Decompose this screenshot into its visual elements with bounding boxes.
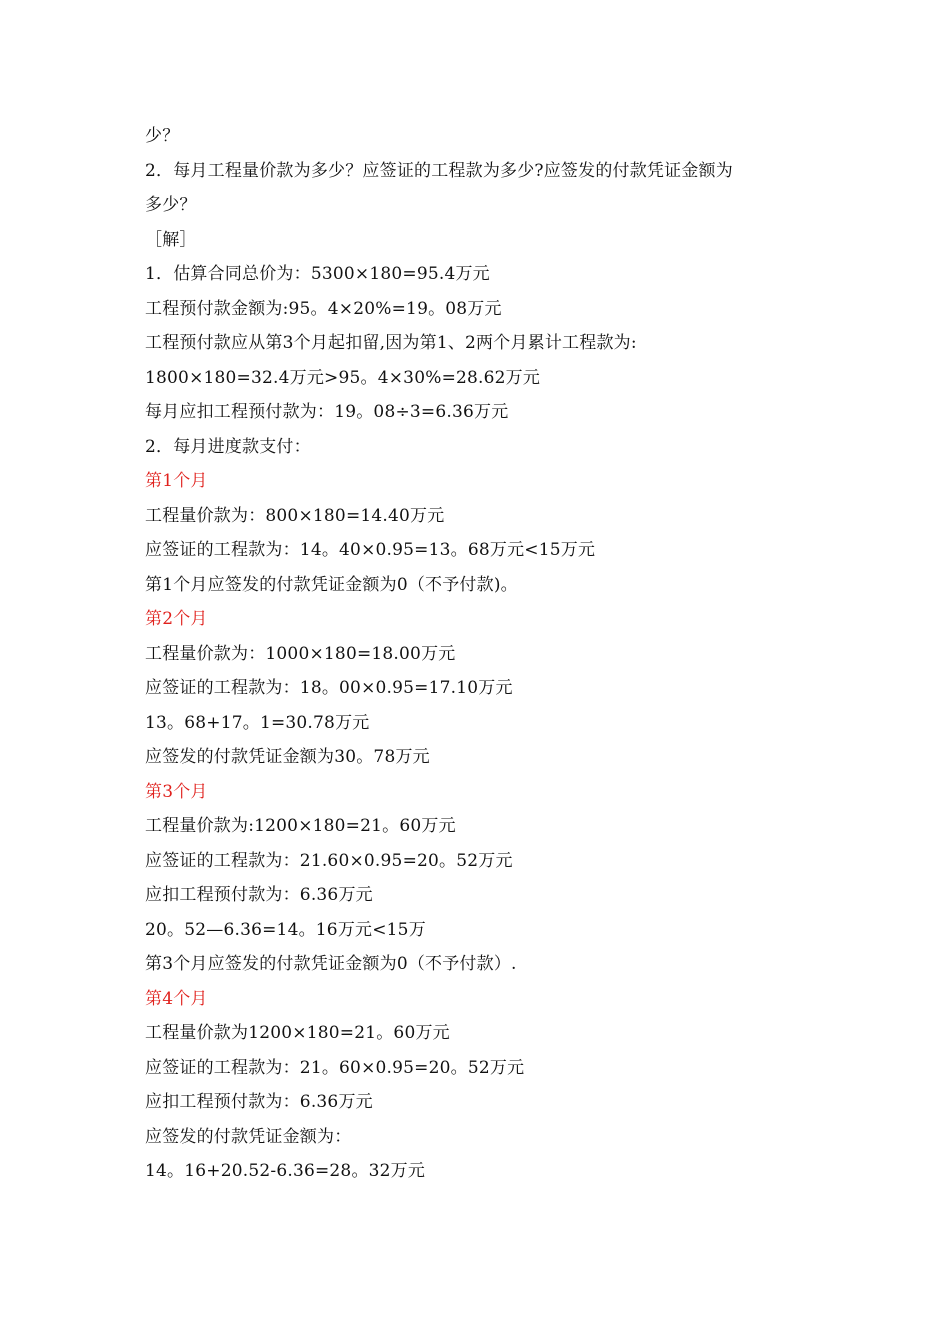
month-2-heading: 第2个月 [145,609,208,629]
month-2-sum: 13。68+17。1=30.78万元 [145,712,370,733]
month-4-certified: 应签证的工程款为：21。60×0.95=20。52万元 [145,1057,525,1078]
solution-heading: ［解］ [145,229,197,250]
document-body [145,119,845,1189]
month-3-heading: 第3个月 [145,781,208,802]
month-1-payment: 第1个月应签发的付款凭证金额为0（不予付款)。 [145,574,518,595]
month-3-payment: 第3个月应签发的付款凭证金额为0（不予付款）. [145,954,517,974]
month-3-net: 20。52—6.36=14。16万元<15万 [145,919,426,940]
deduction-start-line: 工程预付款应从第3个月起扣留,因为第1、2两个月累计工程款为: [145,333,637,353]
month-3-price: 工程量价款为:1200×180=21。60万元 [145,816,456,836]
month-4-payment-label: 应签发的付款凭证金额为： [145,1126,352,1147]
month-4-price: 工程量价款为1200×180=21。60万元 [145,1023,450,1043]
cumulative-line: 1800×180=32.4万元>95。4×30%=28.62万元 [145,367,541,388]
month-1-price: 工程量价款为：800×180=14.40万元 [145,505,445,526]
month-4-heading: 第4个月 [145,988,208,1009]
month-1-heading: 第1个月 [145,471,208,491]
monthly-deduction-line: 每月应扣工程预付款为：19。08÷3=6.36万元 [145,402,509,422]
progress-payment-heading: 2．每月进度款支付： [145,436,311,457]
text-line: 多少？ [145,195,197,215]
month-4-payment-calc: 14。16+20.52-6.36=28。32万元 [145,1161,426,1181]
text-line: 少？ [145,126,180,146]
month-2-certified: 应签证的工程款为：18。00×0.95=17.10万元 [145,678,513,698]
month-4-deduction: 应扣工程预付款为：6.36万元 [145,1092,373,1112]
month-2-price: 工程量价款为：1000×180=18.00万元 [145,643,456,664]
advance-payment-line: 工程预付款金额为:95。4×20%=19。08万元 [145,298,502,319]
month-3-deduction: 应扣工程预付款为：6.36万元 [145,885,373,905]
contract-total-line: 1．估算合同总价为：5300×180=95.4万元 [145,264,490,284]
month-3-certified: 应签证的工程款为：21.60×0.95=20。52万元 [145,850,513,871]
month-1-certified: 应签证的工程款为：14。40×0.95=13。68万元<15万元 [145,540,596,560]
question-2: 2．每月工程量价款为多少？应签证的工程款为多少?应签发的付款凭证金额为 [145,160,733,181]
month-2-payment: 应签发的付款凭证金额为30。78万元 [145,747,430,767]
